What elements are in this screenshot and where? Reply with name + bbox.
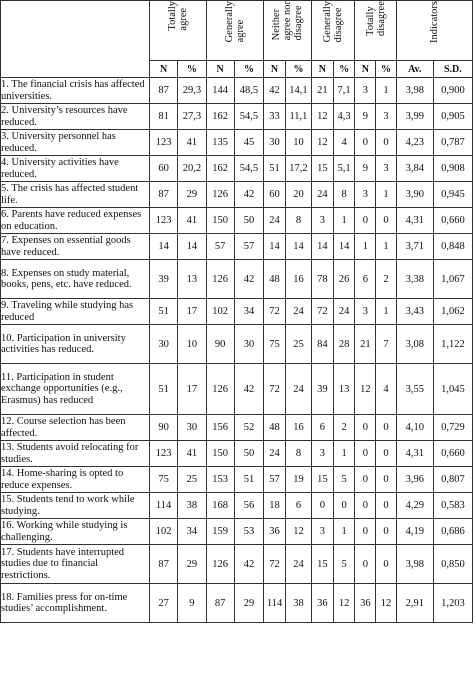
value-cell: 1,203 [433,584,472,623]
value-cell: 0,848 [433,234,472,260]
value-cell: 9 [178,584,206,623]
value-cell: 11,1 [285,104,311,130]
value-cell: 34 [234,299,263,325]
subheader-cell: N [149,61,177,78]
table-row [1,441,473,467]
value-cell: 48 [264,260,286,299]
value-cell: 1 [376,78,397,104]
value-cell: 102 [149,519,177,545]
value-cell: 13 [333,364,355,415]
value-cell: 27 [149,584,177,623]
value-cell: 1 [333,208,355,234]
value-cell: 33 [264,104,286,130]
value-cell: 87 [149,545,177,584]
value-cell: 0 [376,415,397,441]
value-cell: 10 [178,325,206,364]
value-cell: 84 [311,325,333,364]
value-cell: 26 [333,260,355,299]
value-cell: 29 [234,584,263,623]
header-totally-disagree: Totally disagree [355,1,396,61]
value-cell: 0 [311,493,333,519]
value-cell: 0,729 [433,415,472,441]
value-cell: 30 [178,415,206,441]
value-cell: 4,3 [333,104,355,130]
value-cell: 36 [311,584,333,623]
value-cell: 0,583 [433,493,472,519]
value-cell: 12 [355,364,376,415]
value-cell: 1 [333,519,355,545]
value-cell: 0,908 [433,156,472,182]
value-cell: 20,2 [178,156,206,182]
value-cell: 1,045 [433,364,472,415]
value-cell: 14,1 [285,78,311,104]
value-cell: 8 [285,441,311,467]
value-cell: 150 [206,441,234,467]
value-cell: 162 [206,104,234,130]
value-cell: 10 [285,130,311,156]
value-cell: 1,067 [433,260,472,299]
value-cell: 30 [264,130,286,156]
value-cell: 51 [234,467,263,493]
value-cell: 45 [234,130,263,156]
value-cell: 51 [149,299,177,325]
question-cell: 14. Home-sharing is opted to reduce expenses. [1,467,150,493]
value-cell: 0 [355,545,376,584]
value-cell: 7,1 [333,78,355,104]
question-cell: 10. Participation in university activities has reduced. [1,325,150,364]
value-cell: 36 [264,519,286,545]
value-cell: 6 [355,260,376,299]
table-row [1,584,473,623]
value-cell: 27,3 [178,104,206,130]
value-cell: 102 [206,299,234,325]
value-cell: 0,900 [433,78,472,104]
table-row [1,234,473,260]
subheader-cell: S.D. [433,61,472,78]
value-cell: 1,062 [433,299,472,325]
subheader-cell: % [234,61,263,78]
value-cell: 75 [149,467,177,493]
value-cell: 1,122 [433,325,472,364]
value-cell: 50 [234,208,263,234]
value-cell: 123 [149,441,177,467]
table-row [1,467,473,493]
table-row [1,208,473,234]
value-cell: 3 [311,208,333,234]
value-cell: 57 [264,467,286,493]
table-row [1,545,473,584]
subheader-cell: N [355,61,376,78]
value-cell: 1 [376,234,397,260]
table-row [1,78,473,104]
value-cell: 3,96 [396,467,433,493]
value-cell: 29 [178,545,206,584]
value-cell: 0 [355,130,376,156]
value-cell: 81 [149,104,177,130]
value-cell: 156 [206,415,234,441]
value-cell: 4,31 [396,208,433,234]
value-cell: 0 [376,519,397,545]
value-cell: 8 [333,182,355,208]
value-cell: 3,98 [396,545,433,584]
value-cell: 0 [376,467,397,493]
value-cell: 0 [333,493,355,519]
value-cell: 30 [234,325,263,364]
header-totally-agree: Totally agree [149,1,206,61]
value-cell: 24 [311,182,333,208]
value-cell: 114 [149,493,177,519]
value-cell: 0 [376,208,397,234]
value-cell: 14 [149,234,177,260]
value-cell: 72 [264,299,286,325]
value-cell: 6 [285,493,311,519]
question-cell: 4. University activities have reduced. [1,156,150,182]
value-cell: 24 [285,299,311,325]
value-cell: 21 [355,325,376,364]
table-row [1,493,473,519]
value-cell: 0,850 [433,545,472,584]
value-cell: 0 [355,415,376,441]
value-cell: 87 [149,78,177,104]
value-cell: 72 [264,364,286,415]
subheader-cell: N [206,61,234,78]
value-cell: 4 [333,130,355,156]
value-cell: 14 [311,234,333,260]
value-cell: 0 [376,545,397,584]
header-row [1,1,473,61]
value-cell: 39 [311,364,333,415]
value-cell: 20 [285,182,311,208]
value-cell: 60 [264,182,286,208]
subheader-cell: N [264,61,286,78]
value-cell: 90 [206,325,234,364]
value-cell: 3,71 [396,234,433,260]
value-cell: 2,91 [396,584,433,623]
value-cell: 48,5 [234,78,263,104]
value-cell: 78 [311,260,333,299]
value-cell: 4,31 [396,441,433,467]
subheader-cell: % [333,61,355,78]
value-cell: 126 [206,260,234,299]
value-cell: 51 [149,364,177,415]
value-cell: 15 [311,545,333,584]
value-cell: 3,99 [396,104,433,130]
table-row [1,260,473,299]
value-cell: 3 [311,441,333,467]
value-cell: 51 [264,156,286,182]
value-cell: 24 [285,545,311,584]
value-cell: 0,660 [433,441,472,467]
value-cell: 3,90 [396,182,433,208]
value-cell: 56 [234,493,263,519]
value-cell: 9 [355,156,376,182]
value-cell: 57 [234,234,263,260]
table-row [1,299,473,325]
value-cell: 25 [285,325,311,364]
value-cell: 87 [149,182,177,208]
subheader-cell: N [311,61,333,78]
header-neither: Neither agree nor disagree [264,1,312,61]
value-cell: 38 [178,493,206,519]
question-cell: 16. Working while studying is challenging. [1,519,150,545]
value-cell: 14 [178,234,206,260]
value-cell: 15 [311,467,333,493]
value-cell: 30 [149,325,177,364]
value-cell: 0,660 [433,208,472,234]
header-generally-disagree: Generally disagree [311,1,355,61]
table-row [1,415,473,441]
value-cell: 54,5 [234,156,263,182]
value-cell: 5 [333,467,355,493]
value-cell: 19 [285,467,311,493]
question-cell: 15. Students tend to work while studying. [1,493,150,519]
value-cell: 5,1 [333,156,355,182]
value-cell: 18 [264,493,286,519]
value-cell: 29 [178,182,206,208]
value-cell: 126 [206,182,234,208]
value-cell: 42 [234,545,263,584]
value-cell: 17,2 [285,156,311,182]
value-cell: 53 [234,519,263,545]
value-cell: 2 [376,260,397,299]
value-cell: 3,55 [396,364,433,415]
value-cell: 12 [311,104,333,130]
value-cell: 60 [149,156,177,182]
value-cell: 7 [376,325,397,364]
question-cell: 18. Families press for on-time studies’ accomplishment. [1,584,150,623]
value-cell: 3,43 [396,299,433,325]
value-cell: 12 [311,130,333,156]
question-cell: 17. Students have interrupted studies due to financial restrictions. [1,545,150,584]
question-cell: 9. Traveling while studying has reduced [1,299,150,325]
value-cell: 0,787 [433,130,472,156]
value-cell: 0 [355,467,376,493]
question-cell: 13. Students avoid relocating for studies. [1,441,150,467]
value-cell: 1 [355,234,376,260]
subheader-cell: Av. [396,61,433,78]
value-cell: 24 [285,364,311,415]
subheader-cell: % [376,61,397,78]
value-cell: 42 [234,364,263,415]
value-cell: 41 [178,441,206,467]
value-cell: 0 [355,493,376,519]
value-cell: 126 [206,364,234,415]
value-cell: 126 [206,545,234,584]
value-cell: 123 [149,130,177,156]
table-row [1,364,473,415]
value-cell: 1 [333,441,355,467]
value-cell: 0 [376,130,397,156]
value-cell: 38 [285,584,311,623]
value-cell: 54,5 [234,104,263,130]
value-cell: 150 [206,208,234,234]
value-cell: 2 [333,415,355,441]
value-cell: 0,945 [433,182,472,208]
value-cell: 0 [355,441,376,467]
value-cell: 24 [264,208,286,234]
value-cell: 36 [355,584,376,623]
value-cell: 6 [311,415,333,441]
value-cell: 1 [376,182,397,208]
value-cell: 42 [234,260,263,299]
value-cell: 0 [376,493,397,519]
header-generally-agree: Generally agree [206,1,264,61]
value-cell: 75 [264,325,286,364]
value-cell: 4,10 [396,415,433,441]
table-row [1,325,473,364]
value-cell: 34 [178,519,206,545]
value-cell: 1 [376,299,397,325]
value-cell: 50 [234,441,263,467]
value-cell: 16 [285,415,311,441]
value-cell: 5 [333,545,355,584]
value-cell: 17 [178,299,206,325]
value-cell: 48 [264,415,286,441]
value-cell: 144 [206,78,234,104]
value-cell: 3 [376,104,397,130]
value-cell: 0 [355,519,376,545]
question-cell: 11. Participation in student exchange opportunities (e.g., Erasmus) has reduced [1,364,150,415]
value-cell: 14 [264,234,286,260]
value-cell: 12 [285,519,311,545]
value-cell: 153 [206,467,234,493]
value-cell: 4,29 [396,493,433,519]
value-cell: 14 [285,234,311,260]
value-cell: 13 [178,260,206,299]
value-cell: 162 [206,156,234,182]
value-cell: 3,84 [396,156,433,182]
value-cell: 41 [178,208,206,234]
value-cell: 72 [264,545,286,584]
question-cell: 2. University’s resources have reduced. [1,104,150,130]
header-corner [1,1,150,78]
value-cell: 24 [264,441,286,467]
value-cell: 57 [206,234,234,260]
value-cell: 3 [355,78,376,104]
value-cell: 3 [355,299,376,325]
value-cell: 39 [149,260,177,299]
question-cell: 5. The crisis has affected student life. [1,182,150,208]
value-cell: 17 [178,364,206,415]
value-cell: 9 [355,104,376,130]
value-cell: 42 [234,182,263,208]
table-row [1,130,473,156]
value-cell: 87 [206,584,234,623]
value-cell: 21 [311,78,333,104]
value-cell: 3 [355,182,376,208]
question-cell: 8. Expenses on study material, books, pens, etc. have reduced. [1,260,150,299]
value-cell: 0 [355,208,376,234]
value-cell: 135 [206,130,234,156]
subheader-cell: % [285,61,311,78]
table-body [1,78,473,623]
value-cell: 15 [311,156,333,182]
value-cell: 12 [376,584,397,623]
value-cell: 0 [376,441,397,467]
question-cell: 3. University personnel has reduced. [1,130,150,156]
value-cell: 0,686 [433,519,472,545]
value-cell: 3 [376,156,397,182]
value-cell: 114 [264,584,286,623]
value-cell: 123 [149,208,177,234]
value-cell: 0,905 [433,104,472,130]
value-cell: 90 [149,415,177,441]
value-cell: 168 [206,493,234,519]
value-cell: 4,19 [396,519,433,545]
value-cell: 3 [311,519,333,545]
value-cell: 12 [333,584,355,623]
table-row [1,182,473,208]
table-row [1,156,473,182]
value-cell: 72 [311,299,333,325]
question-cell: 6. Parents have reduced expenses on education. [1,208,150,234]
value-cell: 41 [178,130,206,156]
value-cell: 25 [178,467,206,493]
table-row [1,519,473,545]
value-cell: 28 [333,325,355,364]
value-cell: 159 [206,519,234,545]
value-cell: 0,807 [433,467,472,493]
value-cell: 16 [285,260,311,299]
value-cell: 3,08 [396,325,433,364]
header-indicators: Indicators [396,1,472,61]
subheader-cell: % [178,61,206,78]
value-cell: 3,38 [396,260,433,299]
question-cell: 7. Expenses on essential goods have reduced. [1,234,150,260]
value-cell: 8 [285,208,311,234]
value-cell: 14 [333,234,355,260]
value-cell: 42 [264,78,286,104]
value-cell: 4 [376,364,397,415]
value-cell: 52 [234,415,263,441]
value-cell: 4,23 [396,130,433,156]
value-cell: 29,3 [178,78,206,104]
value-cell: 24 [333,299,355,325]
value-cell: 3,98 [396,78,433,104]
table-row [1,104,473,130]
question-cell: 12. Course selection has been affected. [1,415,150,441]
question-cell: 1. The financial crisis has affected universities. [1,78,150,104]
